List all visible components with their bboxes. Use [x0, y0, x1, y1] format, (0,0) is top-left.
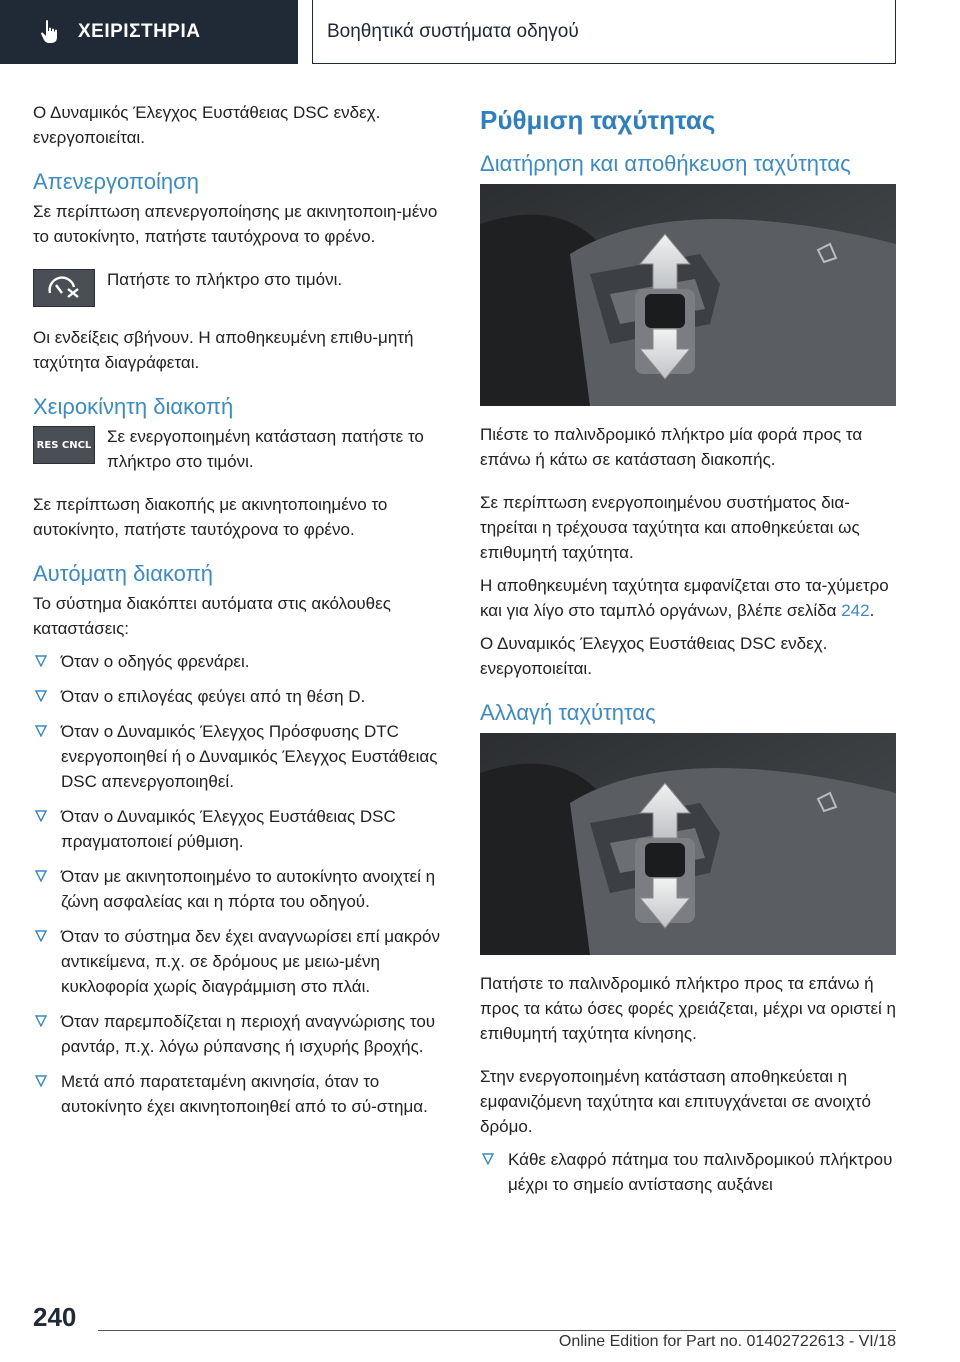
right-column [480, 100, 900, 1207]
triangle-bullet-icon [482, 1153, 494, 1165]
keep-speed-text-3: Η αποθηκευμένη ταχύτητα εμφανίζεται στο τα-χύμετρο και για λίγο στο ταμπλό οργάνων, βλέπε σελίδα 242. [480, 576, 889, 620]
keep-speed-text-1: Πιέστε το παλινδρομικό πλήκτρο μία φορά προς τα επάνω ή κάτω σε κατάσταση διακοπής. [480, 425, 863, 469]
speedometer-off-icon [44, 275, 84, 301]
keep-speed-text-4: Ο Δυναμικός Έλεγχος Ευστάθειας DSC ενδεχ. ενεργοποιείται. [480, 634, 828, 678]
list-item: Όταν παρεμποδίζεται η περιοχή αναγνώρισης του ραντάρ, π.χ. λόγω ρύπανσης ή ισχυρής βροχής. [33, 1009, 451, 1059]
steering-wheel-photo-2 [480, 733, 896, 955]
page-number: 240 [33, 1302, 77, 1332]
list-item: Όταν ο οδηγός φρενάρει. [33, 649, 451, 674]
deactivation-text: Σε περίπτωση απενεργοποίησης με ακινητοποιη-μένο το αυτοκίνητο, πατήστε ταυτόχρονα το φρένο. [33, 202, 438, 246]
manual-interrupt-after-text: Σε περίπτωση διακοπής με ακινητοποιημένο το αυτοκίνητο, πατήστε ταυτόχρονα το φρένο. [33, 495, 388, 539]
triangle-bullet-icon [35, 725, 47, 737]
list-item: Όταν ο Δυναμικός Έλεγχος Ευστάθειας DSC πραγματοποιεί ρύθμιση. [33, 804, 451, 854]
deactivation-heading: Απενεργοποίηση [33, 169, 199, 194]
triangle-bullet-icon [35, 655, 47, 667]
intro-text: Ο Δυναμικός Έλεγχος Ευστάθειας DSC ενδεχ. ενεργοποιείται. [33, 103, 381, 147]
triangle-bullet-icon [35, 930, 47, 942]
change-speed-list [480, 1147, 900, 1197]
list-item: Όταν ο Δυναμικός Έλεγχος Πρόσφυσης DTC ενεργοποιηθεί ή ο Δυναμικός Έλεγχος Ευστάθειας DSC απενεργοποιηθεί. [33, 719, 451, 794]
hand-pointer-icon [40, 19, 62, 45]
section-tab[interactable] [0, 0, 298, 64]
auto-interrupt-heading: Αυτόματη διακοπή [33, 561, 213, 586]
left-column [33, 100, 451, 1129]
list-item: Όταν το σύστημα δεν έχει αναγνωρίσει επί μακρόν αντικείμενα, π.χ. σε δρόμους με μειω-μένη κυκλοφορία χωρίς διαγράμμιση στο πλάι. [33, 924, 451, 999]
triangle-bullet-icon [35, 1075, 47, 1087]
change-speed-heading: Αλλαγή ταχύτητας [480, 700, 656, 725]
triangle-bullet-icon [35, 870, 47, 882]
list-item: Κάθε ελαφρό πάτημα του παλινδρομικού πλήκτρου μέχρι το σημείο αντίστασης αυξάνει [480, 1147, 900, 1197]
res-cncl-label: RES CNCL [36, 439, 92, 451]
cruise-control-button-icon [33, 269, 95, 307]
auto-interrupt-list [33, 649, 451, 1119]
list-item: Όταν με ακινητοποιημένο το αυτοκίνητο ανοιχτεί η ζώνη ασφαλείας και η πόρτα του οδηγού. [33, 864, 451, 914]
chapter-header [312, 0, 896, 64]
steering-wheel-rocker-illustration [480, 184, 896, 406]
speed-setting-heading: Ρύθμιση ταχύτητας [480, 105, 716, 135]
manual-interrupt-icon-text: Σε ενεργοποιημένη κατάσταση πατήστε το πλήκτρο στο τιμόνι. [107, 427, 424, 471]
footer-edition: Online Edition for Part no. 01402722613 - VI/18 [558, 1333, 896, 1350]
list-item: Όταν ο επιλογέας φεύγει από τη θέση D. [33, 684, 451, 709]
change-speed-text-2: Στην ενεργοποιημένη κατάσταση αποθηκεύεται η εμφανιζόμενη ταχύτητα και επιτυγχάνεται σε ανοιχτό δρόμο. [480, 1067, 871, 1136]
manual-interrupt-heading: Χειροκίνητη διακοπή [33, 394, 234, 419]
steering-wheel-rocker-illustration [480, 733, 896, 955]
triangle-bullet-icon [35, 690, 47, 702]
auto-interrupt-text: Το σύστημα διακόπτει αυτόματα στις ακόλουθες καταστάσεις: [33, 594, 391, 638]
deactivation-after-text: Οι ενδείξεις σβήνουν. Η αποθηκευμένη επιθυ-μητή ταχύτητα διαγράφεται. [33, 328, 414, 372]
footer-divider [98, 1330, 896, 1331]
change-speed-text-1: Πατήστε το παλινδρομικό πλήκτρο προς τα επάνω ή προς τα κάτω όσες φορές χρειάζεται, μέχρι να οριστεί η επιθυμητή ταχύτητα κίνησης. [480, 974, 897, 1043]
triangle-bullet-icon [35, 1015, 47, 1027]
keep-speed-heading: Διατήρηση και αποθήκευση ταχύτητας [480, 151, 851, 176]
chapter-title: Βοηθητικά συστήματα οδηγού [327, 20, 579, 42]
keep-speed-text-2: Σε περίπτωση ενεργοποιημένου συστήματος δια-τηρείται η τρέχουσα ταχύτητα και αποθηκεύεται ως επιθυμητή ταχύτητα. [480, 493, 860, 562]
list-item: Μετά από παρατεταμένη ακινησία, όταν το αυτοκίνητο έχει ακινητοποιηθεί από το σύ-στημα. [33, 1069, 451, 1119]
triangle-bullet-icon [35, 810, 47, 822]
steering-wheel-photo-1 [480, 184, 896, 406]
deactivation-icon-text: Πατήστε το πλήκτρο στο τιμόνι. [107, 270, 343, 289]
res-cncl-button-icon [33, 426, 95, 464]
deactivation-instruction [33, 267, 451, 307]
page-link[interactable]: 242 [841, 601, 870, 620]
section-title: ΧΕΙΡΙΣΤΗΡΙΑ [78, 21, 201, 42]
manual-interrupt-instruction [33, 424, 451, 474]
